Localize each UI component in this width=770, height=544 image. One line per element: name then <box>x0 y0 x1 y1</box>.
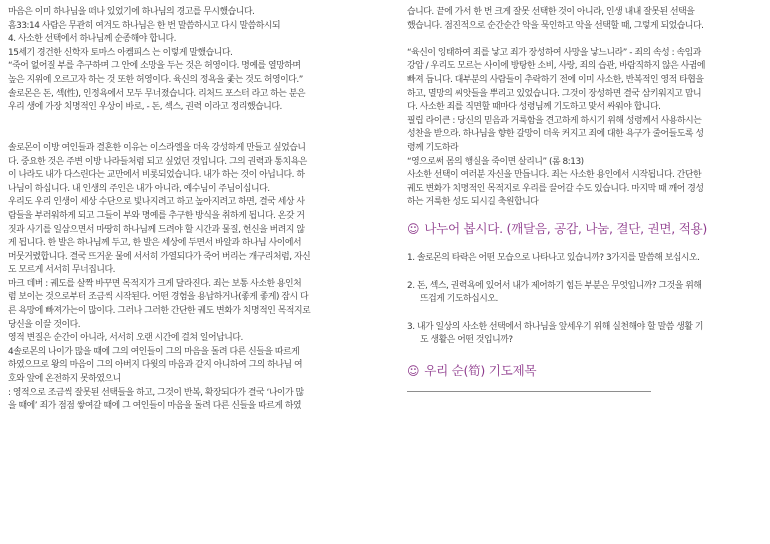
text-line: 높은 지위에 오르고자 하는 것 또한 허영이다. 육신의 정욕을 좇는 것도 허영이다.” <box>8 74 303 85</box>
text-line: “영으로써 몸의 행실을 죽이면 살리니” (롬 8:13) <box>407 156 584 167</box>
text-line: 을 때에’ 죄가 점점 쌓여갈 때에 그 여인들이 마음을 돌려 다른 신들을 따르게 하였 <box>8 401 302 412</box>
smile-icon: ☺ <box>407 221 420 236</box>
right-column <box>407 6 765 392</box>
text-line: 우리도 우리 인생이 세상 수단으로 빛나지려고 하고 높아지려고 하면, 결국 세상 사 <box>8 197 305 208</box>
text-line: 하였으므로 왕의 마음이 그의 아버지 다윗의 마음과 같지 아니하여 그의 하나님 여 <box>8 360 303 371</box>
text-line: 람들을 부러워하게 되고 그들이 부와 명예를 추구한 방식을 취하게 됩니다. 온갖 거 <box>8 210 305 221</box>
text-line: 다. 중요한 것은 주변 이방 나라들처럼 되고 싶었던 것입니다. 그의 권력과 통치욕은 <box>8 156 307 167</box>
text-line: 4. 사소한 선택에서 하나님께 순종해야 합니다. <box>8 34 177 45</box>
text-line: 빠져 듭니다. 대부분의 사람들이 추락하기 전에 이미 사소한, 반복적인 영적 타협을 <box>407 74 704 85</box>
question-item <box>407 321 765 348</box>
text-line: 강압 / 우리도 모르는 사이에 방탕한 소비, 사랑, 죄의 습관, 바람직하지 않은 사귐에 <box>407 61 706 72</box>
paragraph-gap <box>8 115 370 129</box>
text-line: 령께 기도하라 <box>407 142 459 153</box>
text-line: 성찬을 받으라. 하나님을 향한 갈망이 더욱 커지고 죄에 대한 욕구가 줄어들도록 성 <box>407 129 704 140</box>
text-line: 궤도 변화가 치명적인 목적지로 우리를 끌어갈 수도 있습니다. 마지막 때 깨어 경성 <box>407 183 704 194</box>
text-line: 영적 변질은 순간이 아니라, 서서히 오랜 시간에 걸쳐 일어납니다. <box>8 333 243 344</box>
text-line: : 영적으로 조금씩 잘못된 선택들을 하고, 그것이 반복, 확장되다가 결국 ‘나이가 많 <box>8 387 304 398</box>
text-line: 당신을 이끌 것이다. <box>8 319 81 330</box>
text-line: 솔로몬이 이방 여인들과 결혼한 이유는 이스라엘을 더욱 강성하게 만들고 싶었습니 <box>8 142 306 153</box>
text-line: 다. 사소한 죄를 직면할 때마다 성령님께 기도하고 맞서 싸워야 합니다. <box>407 102 661 113</box>
question-list <box>407 252 765 348</box>
question-line: 도 생활은 어떤 것입니까? <box>420 335 513 346</box>
question-line: 3. 내가 일상의 사소한 선택에서 하나님을 앞세우기 위해 실천해야 할 말씀 생활 기 <box>407 321 703 332</box>
text-line: “죽어 없어질 부를 추구하며 그 안에 소망을 두는 것은 허영이다. 명예를 열망하며 <box>8 61 301 72</box>
text-line: 마음은 이미 하나님을 떠나 있었기에 하나님의 경고를 무시했습니다. <box>8 7 255 17</box>
text-line: 15세기 경건한 신학자 토마스 아켐피스 는 이렇게 말했습니다. <box>8 47 233 58</box>
text-line: 짓과 사기를 일삼으면서 마땅히 하나님께 드려야 할 시간과 물질, 헌신을 버려지 않 <box>8 224 305 235</box>
right-column-body <box>407 6 765 210</box>
text-line: 솔로몬은 돈, 섹(性), 인정욕에서 모두 무너졌습니다. 리처드 포스터 라고 하는 분은 <box>8 88 306 99</box>
text-line: 마크 데버 : 궤도를 살짝 바꾸면 목적지가 크게 달라진다. 죄는 보통 사소한 용인처 <box>8 278 302 289</box>
text-line: 게 됩니다. 한 발은 하나님께 두고, 한 발은 세상에 두면서 바알과 하나님 사이에서 <box>8 238 302 249</box>
prayer-heading <box>407 362 765 380</box>
text-line: 4솔로몬의 나이가 많을 때에 그의 여인들이 그의 마음을 돌려 다른 신들을 따르게 <box>8 346 300 357</box>
text-line: 흠33:14 사람은 무관히 여겨도 하나님은 한 번 말씀하시고 다시 말씀하시되 <box>8 20 281 31</box>
text-line: 도 모르게 서서히 무너집니다. <box>8 265 115 276</box>
text-line: 나님이 하십니다. 내 인생의 주인은 내가 아니라, 예수님이 주님이십니다. <box>8 183 270 194</box>
question-item <box>407 280 765 307</box>
question-item <box>407 252 765 266</box>
left-column <box>8 6 370 414</box>
text-line: 습니다. 끝에 가서 한 번 크게 잘못 선택한 것이 아니라, 인생 내내 잘못된 선택을 <box>407 7 695 17</box>
text-line: 하고, 멸망의 씨앗들을 뿌리고 있었습니다. 그것이 장성하면 결국 삼키워지고 맙니 <box>407 88 702 99</box>
smile-icon: ☺ <box>407 363 420 378</box>
text-line: “육신이 잉태하여 죄를 낳고 죄가 장성하여 사망을 낳느니라” - 죄의 속성 : 속임과 <box>407 47 701 58</box>
paragraph-gap <box>8 128 370 142</box>
share-heading-text: 나누어 봅시다. (깨달음, 공감, 나눔, 결단, 권면, 적용) <box>424 220 708 236</box>
prayer-heading-text: 우리 순(筍) 기도제목 <box>424 362 537 378</box>
text-line: 했습니다. 점진적으로 순간순간 악을 묵인하고 악을 선택할 때, 그렇게 되었습니다. <box>407 20 704 31</box>
text-line: 머뭇거렸합니다. 결국 뜨거운 물에 서서히 가열되다가 죽어 버리는 개구리처럼, 자신 <box>8 251 311 262</box>
question-line: 2. 돈, 섹스, 권력욕에 있어서 내가 제어하기 힘든 부분은 무엇입니까? 그것을 위해 <box>407 280 702 291</box>
question-line: 뜨겁게 기도하십시오. <box>420 294 498 305</box>
share-heading <box>407 220 765 238</box>
text-line: 우리 생에 가장 치명적인 우상이 바로, - 돈, 섹스, 권력 이라고 정리했습니다. <box>8 102 282 113</box>
text-line: 호와 앞에 온전하지 못하였으니 <box>8 374 121 385</box>
prayer-divider <box>407 391 651 392</box>
text-line: 이 나라도 내가 다스린다는 교만에서 비롯되었습니다. 내가 하는 것이 아닙니다. 하 <box>8 170 305 181</box>
question-line: 1. 솔로몬의 타락은 어떤 모습으로 나타나고 있습니까? 3가지를 말씀해 보십시오. <box>407 252 700 263</box>
text-line: 럼 보이는 것으로부터 조금씩 시작된다. 어떤 경험을 용납하거나(좋게 좋게) 잠시 다 <box>8 292 309 303</box>
paragraph-gap <box>407 33 765 47</box>
text-line: 사소한 선택이 여러분 자신을 만듭니다. 죄는 사소한 용인에서 시작됩니다. 간단한 <box>407 170 702 181</box>
text-line: 하는 거룩한 성도 되시길 축원합니다 <box>407 197 539 208</box>
text-line: 필립 라이큰 : 당신의 믿음과 거룩함을 견고하게 하시기 위해 성령께서 사용하시는 <box>407 115 702 126</box>
text-line: 른 욕망에 빠져가는이 많이다. 그러나 그러한 간단한 궤도 변화가 치명적인 목적지로 <box>8 306 311 317</box>
